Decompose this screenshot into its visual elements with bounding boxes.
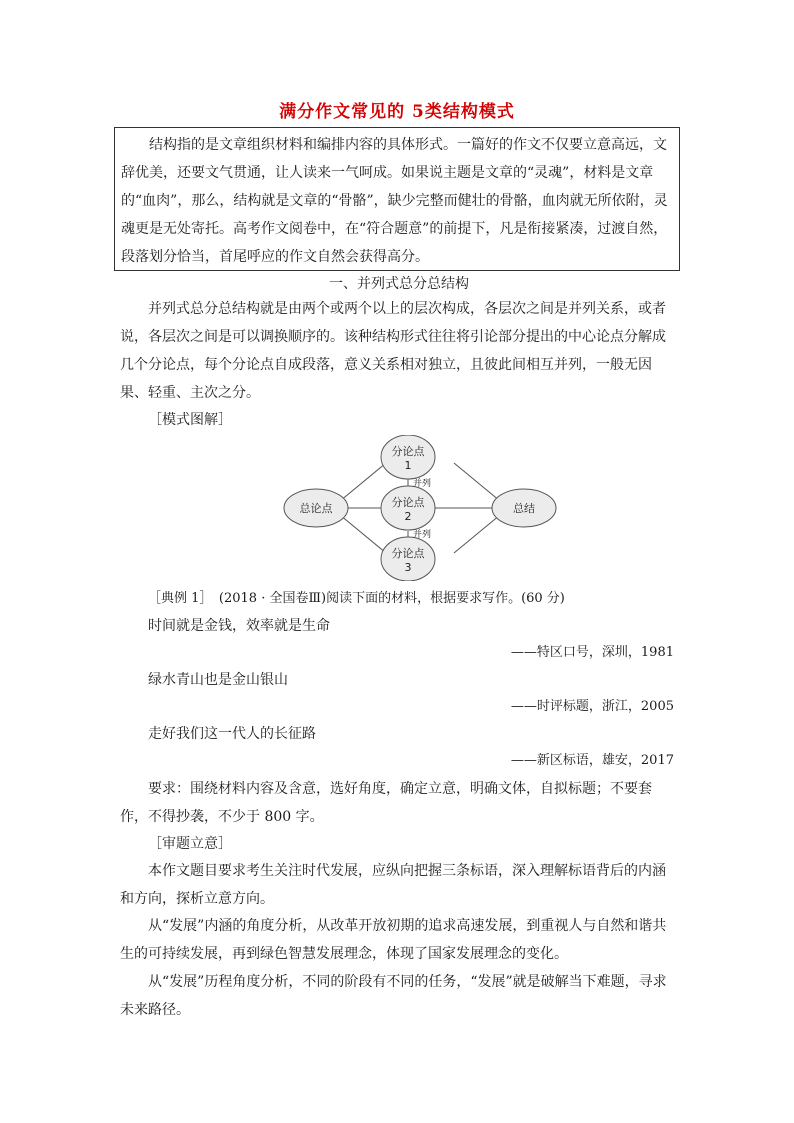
analysis-paragraph-3: 从“发展”历程角度分析，不同的阶段有不同的任务，“发展”就是破解当下难题，寻求未来路径。 — [120, 974, 667, 1018]
analysis-label: ［审题立意］ — [148, 836, 232, 852]
link-right-bottom — [454, 515, 500, 553]
quote-3-text: 走好我们这一代人的长征路 — [148, 726, 316, 742]
link-left-top — [340, 463, 386, 501]
quote-2-source: ——时评标题，浙江，2005 — [510, 699, 674, 714]
link-left-bottom — [340, 515, 386, 553]
quote-3-source: ——新区标语，雄安，2017 — [510, 753, 674, 768]
quote-1-source: ——特区口号，深圳，1981 — [510, 645, 674, 660]
quote-1-text: 时间就是金钱，效率就是生命 — [148, 618, 330, 634]
writing-requirement: 要求：围绕材料内容及含意，选好角度，确定立意，明确文体，自拟标题；不要套作，不得抄袭，不少于 800 字。 — [120, 781, 652, 825]
main-point-label: 总论点 — [299, 502, 333, 515]
sub-point-3-label: 分论点 — [391, 547, 425, 560]
sub-point-1-number: 1 — [404, 459, 412, 472]
link-right-top — [454, 463, 500, 501]
page-title: 满分作文常见的 5类结构模式 — [279, 102, 515, 122]
example-intro: ［典例 1］ (2018 · 全国卷Ⅲ)阅读下面的材料，根据要求写作。(60 分) — [148, 591, 565, 606]
sub-point-2-label: 分论点 — [391, 496, 425, 509]
analysis-paragraph-1: 本作文题目要求考生关注时代发展，应纵向把握三条标语，深入理解标语背后的内涵和方向，探析立意方向。 — [120, 863, 666, 907]
section1-body: 并列式总分总结构就是由两个或两个以上的层次构成，各层次之间是并列关系，或者说，各层次之间是可以调换顺序的。该种结构形式往往将引论部分提出的中心论点分解成几个分论点，每个分论点自成段落，意义关系相对独立，且彼此间相互并列，一般无因果、轻重、主次之分。 — [120, 301, 666, 401]
analysis-paragraph-2: 从“发展”内涵的角度分析，从改革开放初期的追求高速发展，到重视人与自然和谐共生的可持续发展，再到绿色智慧发展理念，体现了国家发展理念的变化。 — [120, 918, 667, 962]
conclusion-label: 总结 — [513, 502, 535, 515]
quote-2-text: 绿水青山也是金山银山 — [148, 672, 288, 688]
sub-point-1-label: 分论点 — [391, 445, 425, 458]
section1-heading: 一、并列式总分总结构 — [329, 276, 469, 292]
intro-paragraph: 结构指的是文章组织材料和编排内容的具体形式。一篇好的作文不仅要立意高远，文辞优美，还要文气贯通，让人读来一气呵成。如果说主题是文章的“灵魂”，材料是文章的“血肉”，那么，结构就是文章的“骨骼”，缺少完整而健壮的骨骼，血肉就无所依附，灵魂更是无处寄托。高考作文阅卷中，在“符合题意”的前提下，凡是衔接紧凑，过渡自然，段落划分恰当，首尾呼应的作文自然会获得高分。 — [121, 137, 668, 265]
parallel-label-upper: 并列 — [413, 479, 432, 489]
sub-point-3-number: 3 — [404, 561, 412, 574]
diagram-label: ［模式图解］ — [148, 412, 232, 428]
parallel-label-lower: 并列 — [413, 530, 432, 540]
intro-box — [114, 127, 680, 271]
structure-diagram — [280, 435, 560, 581]
sub-point-2-number: 2 — [404, 510, 412, 523]
